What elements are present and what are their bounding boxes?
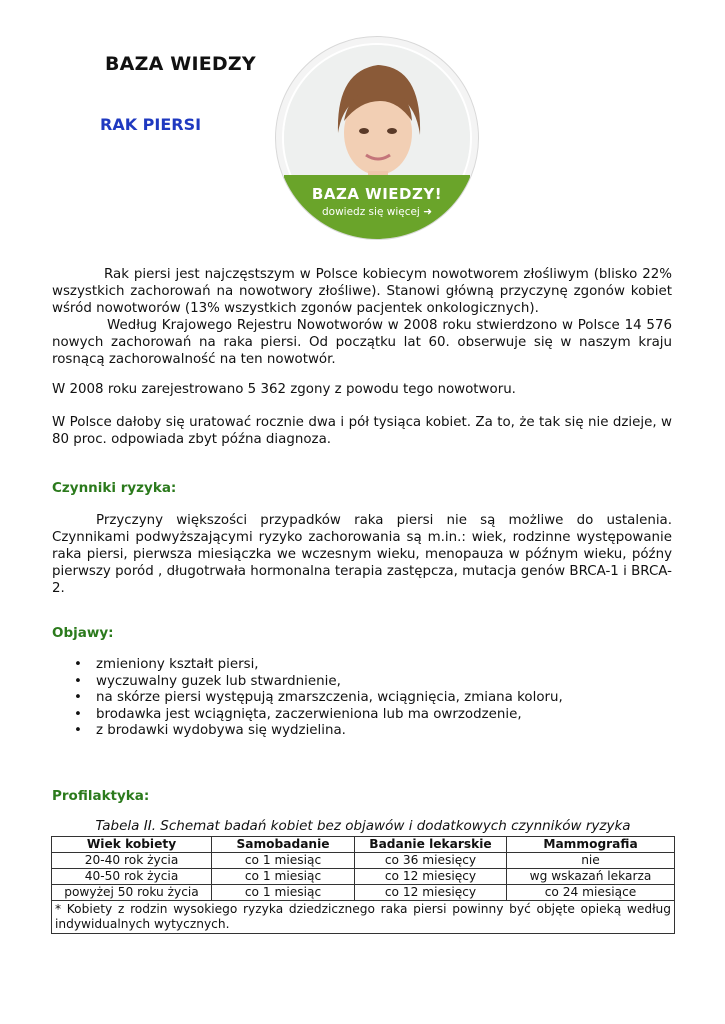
knowledge-base-badge[interactable] bbox=[275, 36, 479, 240]
list-item: • z brodawki wydobywa się wydzielina. bbox=[52, 723, 563, 740]
list-item: • brodawka jest wciągnięta, zaczerwieniona lub ma owrzodzenie, bbox=[52, 707, 563, 724]
section-heading-risk: Czynniki ryzyka: bbox=[52, 480, 177, 496]
table-cell: nie bbox=[507, 853, 675, 869]
table-cell: 20-40 rok życia bbox=[52, 853, 212, 869]
column-header: Mammografia bbox=[507, 837, 675, 853]
page-title: BAZA WIEDZY bbox=[105, 53, 256, 75]
intro-paragraph-2: Według Krajowego Rejestru Nowotworów w 2008 roku stwierdzono w Polsce 14 576 nowych zachorowań na raka piersi. Od początku lat 60. obserwuje się w naszym kraju rosnącą zachorowalność na ten nowotwór. bbox=[52, 318, 672, 367]
intro-paragraph-1: Rak piersi jest najczęstszym w Polsce kobiecym nowotworem złośliwym (blisko 22% wszystkich zachorowań na nowotwory złośliwe). Stanowi główną przyczynę zgonów kobiet wśród nowotworów (13% wszystkich zgonów pacjentek onkologicznych). bbox=[52, 267, 672, 316]
list-item: • wyczuwalny guzek lub stwardnienie, bbox=[52, 674, 563, 691]
table-footnote: * Kobiety z rodzin wysokiego ryzyka dziedzicznego raka piersi powinny być objęte opieką według indywidualnych wytycznych. bbox=[52, 901, 675, 934]
table-cell: 40-50 rok życia bbox=[52, 869, 212, 885]
column-header: Wiek kobiety bbox=[52, 837, 212, 853]
table-row bbox=[52, 869, 675, 885]
badge-learn-more-link[interactable]: dowiedz się więcej ➜ bbox=[321, 206, 432, 218]
section-heading-prevention: Profilaktyka: bbox=[52, 788, 150, 804]
list-item: • zmieniony kształt piersi, bbox=[52, 657, 563, 674]
risk-paragraph: Przyczyny większości przypadków raka piersi nie są możliwe do ustalenia. Czynnikami podwyższającymi ryzyko zachorowania są m.in.: wiek, rodzinne występowanie raka piersi, pierwsza miesiączka we wczesnym wieku, menopauza w późnym wieku, późny pierwszy poród , długotrwała hormonalna terapia zastępcza, mutacja genów BRCA-1 i BRCA-2. bbox=[52, 513, 672, 596]
column-header: Samobadanie bbox=[212, 837, 355, 853]
symptoms-list bbox=[52, 657, 563, 740]
intro-paragraph-4: W Polsce dałoby się uratować rocznie dwa i pół tysiąca kobiet. Za to, że tak się nie dzieje, w 80 proc. odpowiada zbyt późna diagnoza. bbox=[52, 415, 672, 447]
badge-title: BAZA WIEDZY! bbox=[311, 185, 443, 203]
intro-paragraph-3: W 2008 roku zarejestrowano 5 362 zgony z powodu tego nowotworu. bbox=[52, 382, 516, 397]
section-heading-symptoms: Objawy: bbox=[52, 625, 114, 641]
screening-table bbox=[51, 836, 675, 934]
table-cell: co 1 miesiąc bbox=[212, 885, 355, 901]
table-cell: co 12 miesięcy bbox=[355, 869, 507, 885]
table-cell: powyżej 50 roku życia bbox=[52, 885, 212, 901]
table-row bbox=[52, 885, 675, 901]
table-row bbox=[52, 853, 675, 869]
list-item: • na skórze piersi występują zmarszczenia, wciągnięcia, zmiana koloru, bbox=[52, 690, 563, 707]
column-header: Badanie lekarskie bbox=[355, 837, 507, 853]
table-cell: wg wskazań lekarza bbox=[507, 869, 675, 885]
table-caption: Tabela II. Schemat badań kobiet bez objawów i dodatkowych czynników ryzyka bbox=[95, 818, 631, 834]
page-subtitle: RAK PIERSI bbox=[100, 115, 202, 134]
table-cell: co 36 miesięcy bbox=[355, 853, 507, 869]
table-note-row bbox=[52, 901, 675, 934]
table-cell: co 24 miesiące bbox=[507, 885, 675, 901]
table-header-row bbox=[52, 837, 675, 853]
table-cell: co 1 miesiąc bbox=[212, 869, 355, 885]
table-cell: co 12 miesięcy bbox=[355, 885, 507, 901]
table-cell: co 1 miesiąc bbox=[212, 853, 355, 869]
